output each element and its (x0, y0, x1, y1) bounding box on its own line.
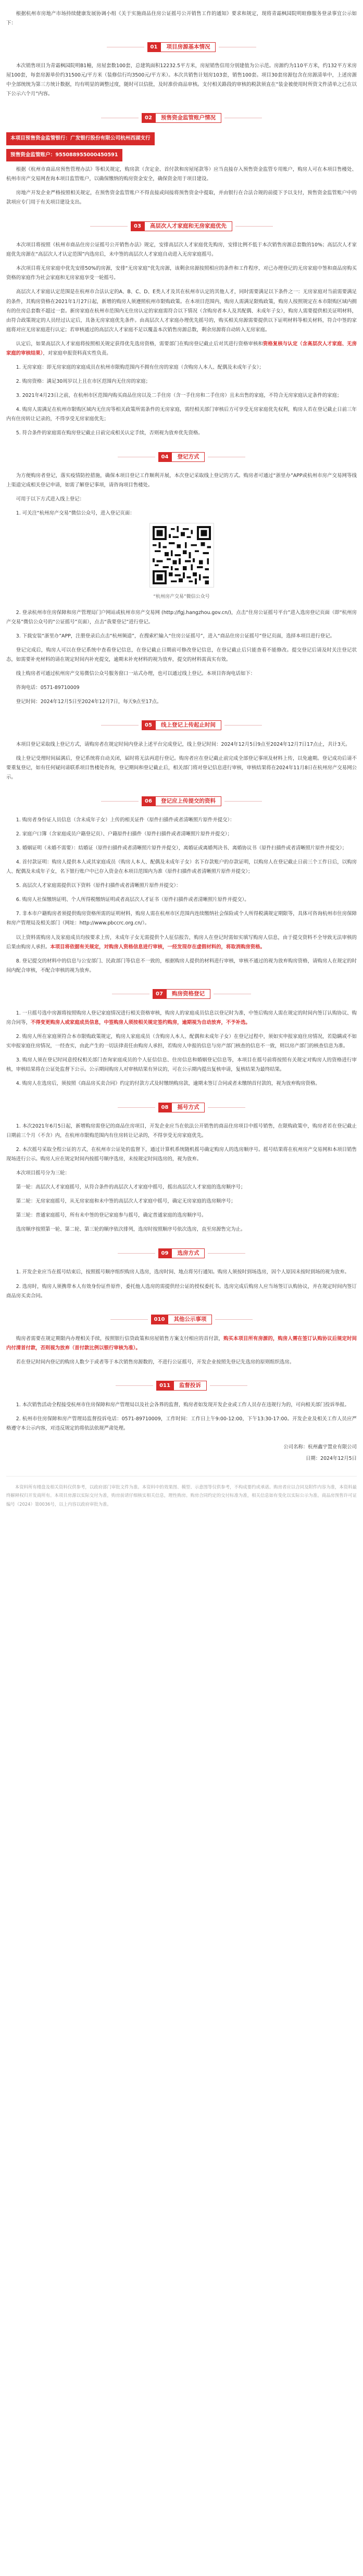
header-rule-right (224, 801, 262, 802)
list-item: 4. 购房人需满足在杭州市限购区域内无住房等相关政策所需条件的无房家庭，需经相关部门审核后方可享受无房家庭优先权利，购房人若在登记截止日前三年内有住房转让记录的，不得享受无房家庭优先； (6, 406, 357, 422)
section-title: 其他公示事项 (168, 1315, 212, 1324)
lottery-round-3: 第三轮：普通家庭摇号，所有未中签的登记家庭参与摇号，确定普通家庭的选房顺序号。 (16, 1212, 207, 1219)
lottery-paragraph-3: 本次项目摇号分为三轮： (16, 1170, 70, 1177)
priority-paragraph-2: 本次项目将无房家庭中优先安排50%的房源，安排“无房家庭”优先房源，该剩余房源按照相应的条件和工作程序，对已办理登记的无房家庭中签和商品房购买资格的家庭作为社会家庭和无房家庭享受一轮摇号。 (6, 266, 357, 281)
list-item: 3. 婚姻证明（未婚不需要）：结婚证（原件扫描件或者清晰照片原件并提交），离婚证或离婚判决书、离婚协议书（原件扫描件或者清晰照片原件并提交）； (16, 845, 347, 852)
section-title: 选房方式 (171, 1248, 205, 1258)
section-header-03 (6, 221, 357, 231)
consult-phone-line (6, 683, 357, 693)
section-header-011 (6, 1381, 357, 1391)
escrow-account-bar: 预售资金监管账户：955088955000450591 (6, 149, 122, 161)
lottery-round-2: 第二轮：无房家庭摇号，从无房家庭和未中签的高层次人才家庭中摇号，确定无房家庭的选房顺序号； (16, 1198, 236, 1205)
time-value: 2024年12月5日至2024年12月7日，每天9点至17点。 (40, 698, 162, 705)
lottery-paragraph-4: 选房顺序按照第一轮、第二轮、第三轮的顺序依次排列，选房时按照顺序号依次选房，直至房源售完为止。 (16, 1227, 246, 1233)
section-title: 摇号方式 (171, 1103, 205, 1112)
list-item: 1. 购房者身份证人员信息（含未成年子女）上传的相关证件（原件扫描件或者清晰照片原件并提交）： (16, 817, 235, 823)
header-rule-left (101, 725, 139, 726)
header-rule-left (116, 1385, 153, 1386)
section-header-02 (6, 112, 357, 123)
registration-paragraph-1: 为方便购房者登记，落实疫情防控措施，确保本项目登记工作顺利开展，本次登记采取线上登记的方式。购房者可通过“浙里办”APP或杭州市房产交易网等线上渠道完成相关登记申请，如需了解登记事项，请咨询项目售楼处。 (6, 473, 357, 489)
header-rule-right (208, 1107, 245, 1108)
header-rule-left (110, 1319, 148, 1320)
section-header-01 (6, 42, 357, 52)
header-rule-left (118, 1253, 155, 1254)
eligibility-paragraph-2: 2. 购房人所在家庭须符合本市限购政策规定，购房人家庭成员（含购房人本人、配偶和未成年子女）在登记过程中，须如实申报家庭住房情况，若隐瞒或不如实申报家庭住房情况，一经查实，由此产生的一切法律责任由购房人承担，若购房人申报的信息与房产部门核查的信息不一致，则以房产部门的核查信息为准。 (6, 1033, 357, 1049)
section-title: 项目房源基本情况 (160, 42, 216, 52)
section-header-07 (6, 989, 357, 999)
section-number: 05 (142, 720, 155, 730)
eligibility-paragraph-3: 3. 购房人须在登记时同意授权相关部门查询家庭成员的个人征信信息、住房信息和婚姻登记信息等，本项目在摇号前将按照有关规定对购房人的资格进行审核，审核结果将在公证处监督下公示。公示期间购房人对审核结果有异议的，可在公示期内提出复核申请，复核结果为最终结果。 (6, 1057, 357, 1072)
materials-paragraph-1: 7. 非本市户籍购房者须提供购房资格所需的证明材料，购房人需在杭州市区范围内连续缴纳社会保险或个人所得税满规定期限等，具体可咨询杭州市住房保障和房产管理局及相关部门（网址：http://www.pbccrc.org.cn/）。 (6, 911, 357, 927)
lottery-paragraph-2: 2. 本次摇号采取全程公证的方式，在杭州市公证处的监督下，通过计算机系统随机摇号确定购房人的选房顺序号。摇号结果将在杭州房产交易网和本项目销售现场进行公示。购房人应在规定时间内按摇号顺序选房，未按规定时间选房的，视为放弃。 (6, 1147, 357, 1162)
section-number: 07 (153, 989, 166, 999)
section-number: 08 (158, 1103, 172, 1112)
materials-paragraph-3: 8. 登记提交的材料中的信息与公安部门、民政部门等信息不一致的，根据购房人提供的材料进行审核，审核不通过的视为放弃购房资格，请购房人在规定的时间内配合审核，不配合审核的视为放弃。 (6, 958, 357, 973)
qr-code-icon[interactable] (149, 523, 214, 587)
section-number: 04 (158, 452, 172, 462)
list-item: 2. 购房资格：满足30周岁以上且在市区范围内无住房的家庭； (16, 378, 151, 384)
signature-date: 日期：2024年12月5日 (305, 1455, 357, 1461)
supervision-paragraph-2: 2. 杭州市住房保障和房产管理局监督投诉电话：0571-89710009，工作时间：工作日上午9:00-12:00，下午13:30-17:00。开发企业及相关工作人员应严格遵守本公示内容，对违反规定的将依法依规严肃处理。 (6, 1416, 357, 1431)
time-label: 登记时间： (16, 698, 41, 705)
section-number: 03 (131, 221, 144, 231)
eligibility-paragraph-4: 4. 购房人在选房后，须按照《商品房买卖合同》约定的付款方式及时缴纳购房款，逾期未签订合同或者未缴纳首付款的，视为放弃购房资格。 (16, 1080, 320, 1086)
section-header-04 (6, 452, 357, 462)
intro-paragraph: 根据杭州市房地产市场持续健康发展协调小组《关于实施商品住房公证摇号公开销售工作的通知》要求和规定，现将青霜枫园院明暄修服务登录事宜公示如下： (6, 11, 357, 27)
section-header-05 (6, 720, 357, 731)
list-item: 5. 符合条件的家庭需在购房登记截止日前完成相关认定手续，否则视为放弃优先资格。 (16, 430, 203, 436)
eligibility-paragraph-1 (6, 1009, 357, 1028)
header-rule-right (215, 1319, 253, 1320)
section-title: 登记方式 (171, 452, 205, 462)
section-number: 01 (147, 42, 161, 52)
section-title: 购房资格登记 (166, 989, 210, 999)
text-run: 以上资料需购房人及家庭成员均按要求上传，未成年子女无需提供个人征信报告，购房人在登记时需如实填写购房人信息，由于提交资料不全导致无法审核的后果由购房人承担。 (6, 934, 357, 950)
header-rule-right (210, 1385, 247, 1386)
other-paragraph-2: 若在登记时间内登记的购房人数少于或者等于本次销售房源数的，不进行公证摇号，开发企业按照先登记先选房的原则组织选房。 (16, 1359, 295, 1365)
section-title: 线上登记上传起止时间 (155, 720, 221, 730)
section-header-06 (6, 796, 357, 806)
header-rule-right (235, 226, 273, 227)
registration-paragraph-6: 登记完成后，购房人可以在登记系统中查看登记信息，在登记截止日期前可修改登记信息，在登记截止后只能查看不能修改。提交登记后请及时关注登记状态，如需要补充材料的请在规定时间内补充提交，逾期未补充材料的视为放弃，提交的材料需真实有效。 (6, 647, 357, 662)
lottery-round-1: 第一轮：高层次人才家庭摇号，从符合条件的高层次人才家庭中摇号，摇出高层次人才家庭的选房顺序号； (16, 1184, 246, 1191)
disclaimer-footnote: 本资料所有楼盘及相关资料仅供参考，以政府部门审批文件为准。本资料中的效果图、模型、示意图等仅供参考，不构成要约或承诺。购房者应以合同及附件内容为准，本资料最终解释权归开发商所有。本项目房源以实际交付为准，购房前请仔细核实相关信息，理性购房。购房合同约定的交付标准为准，相关信息如有变化以实际公示为准。商品房预售许可证编号（2024）第0036号，以上内容以政府审批为准。 (6, 1484, 357, 1507)
phone-number[interactable]: 0571-89710009 (40, 684, 80, 691)
text-run: ，对家庭申报资料真实性负责。 (43, 350, 111, 356)
highlighted-text: 资格复核与认定（含高层次人才家庭、无房家庭的审核结果） (6, 341, 357, 356)
section-header-08 (6, 1102, 357, 1112)
list-item: 2. 家庭户口簿（含家庭成员户籍登记页）、户籍原件扫描件（原件扫描件或者清晰照片原件并提交）； (16, 831, 232, 837)
section-number: 09 (158, 1248, 172, 1258)
section-number: 06 (142, 796, 155, 806)
selection-paragraph-1: 1. 开发企业应当在摇号结束后，按照摇号顺序组织购房人选房，选房时间、地点将另行通知。购房人须按时到场选房，因个人原因未按时到场的视为放弃。 (16, 1269, 349, 1276)
registration-paragraph-2: 可用于以下方式进入线上登记： (16, 496, 85, 503)
highlighted-text: 本项目将依据有关规定，对购房人资格信息进行审核，一经发现存在虚假材料的，将取消购房资格。 (50, 944, 265, 950)
section-title: 高层次人才家庭和无房家庭优先 (144, 221, 232, 231)
list-item: 1. 无房家庭：即无房家庭的家庭成员在杭州市限购范围内不拥有住房的家庭（含购房人本人、配偶及未成年子女）； (16, 364, 264, 370)
footer-divider (6, 1476, 357, 1477)
header-rule-right (208, 1253, 245, 1254)
section-header-010 (6, 1315, 357, 1325)
text-run: 认定后，如果高层次人才家庭将按照相关规定获得优先选房资格，需要部门在购房登记截止后对其进行资格审核和 (16, 341, 263, 347)
section-title: 监督投诉 (173, 1381, 207, 1391)
section-number: 010 (151, 1315, 168, 1324)
section-title: 登记应上传提交的资料 (155, 796, 221, 806)
registration-paragraph-3: 1. 可关注“杭州房产交易”微信公众号，进入登记页面： (16, 510, 135, 517)
signature-company: 公司名称：杭州鑫宇置业有限公司 (283, 1444, 357, 1450)
priority-paragraph-1: 本次项目将按照《杭州市商品住房公证摇号公开销售办法》规定，安排高层次人才家庭优先购房，安排比例不低于本次销售房源总套数的10%；高层次人才家庭优先房源在“高层次人才认定范围”内选房后，未中签的高层次人才家庭自动进入无房家庭摇号。 (6, 242, 357, 258)
section-number: 02 (142, 113, 155, 123)
escrow-paragraph-1: 根据《杭州市商品房预售管理办法》等相关规定，购房款（含定金、首付款和房屋尾款等）应当直接存入预售资金监管专用账户，购房人可在本项目售楼处、杭州市房产交易网查询本项目监管账户，以确保缴纳的购房资金安全，确保资金用于项目建设。 (6, 167, 357, 182)
registration-paragraph-4: 2. 登录杭州市住房保障和房产管理局门户网站或杭州市房产交易网 (http://fgj.hangzhou.gov.cn/)，点击“住房公证摇号平台”进入选房登记页面（即“杭州房产交易”微信公众号的“公证摇号”页面），点击“我要登记”进行登记。 (6, 609, 357, 625)
highlighted-text: 购买本项目所有房源的，购房人需在签订认购协议后规定时间内付清首付款，否则视为放弃（首付款比例以银行审核为准）。 (6, 1335, 357, 1351)
supervision-paragraph-1: 1. 本次销售活动全程接受杭州市住房保障和房产管理局以及社会各界的监督，购房者如发现开发企业或工作人员存在违规行为的，可向相关部门投诉举报。 (16, 1402, 349, 1408)
list-item: 5. 高层次人才家庭需提供以下资料（原件扫描件或者清晰照片原件并提交）： (16, 883, 181, 889)
section-header-09 (6, 1248, 357, 1258)
housing-info-paragraph: 本次销售项目为青霜枫园院明B1幢，房屋套数100套，总建筑面积12232.5平方米，房屋销售信用分别建值为公示范。房源约为110平方米，约132平方米房屋100套，每套房源单价约31500元/平方米（装修信行均3500元/平方米）。本次共销售计划房103套，销售100套。项目30套房源包含在房源清单中，上述房源中全部统统为第三方统计数据，均有明显的调整过度，随时可以信批，及时准价商品审核。支付相关路段的审核的税款须直在“装金被使用时所资文件清单之已在以下公示六个月”内容。 (6, 63, 357, 97)
qr-caption: “杭州房产交易”微信公众号 (153, 594, 210, 600)
phone-label: 咨询电话： (16, 684, 41, 691)
escrow-paragraph-2: 房地产开发企业严格按照相关规定，在预售资金监管账户不得直接或间接将预售资金中提取，并由银行在合法合规的前提下予以支付，预售资金监管账户中的款项应专门用于有关项目建设支出。 (6, 190, 357, 206)
header-rule-right (224, 725, 262, 726)
list-item: 3. 2021年4月23日之前，在杭州市区范围内购买商品住房以及二手住房（含一手住房和二手住房）且未出售的家庭，不符合无房家庭认定条件的家庭； (16, 392, 342, 398)
priority-paragraph-4 (6, 340, 357, 358)
registration-time-line (6, 697, 357, 707)
materials-paragraph-2 (6, 933, 357, 952)
other-paragraph-1 (6, 1334, 357, 1353)
selection-paragraph-2: 2. 选房时，购房人须携带本人有效身份证件原件，委托他人选房的需提供经公证的授权委托书。选房完成后购房人应当场签订认购协议，并在规定时间内签订商品房买卖合同。 (6, 1283, 357, 1299)
section-number: 011 (156, 1381, 173, 1391)
registration-paragraph-7: 线上购房者可通过杭州房产交易微信公众号服务窗口一站式办理，也可以通过线上登记。本项目咨询电话如下： (16, 670, 256, 677)
list-item: 4. 首付款证明：购房人提供本人或其家庭成员（购房人本人、配偶及未成年子女）名下存款账户的存款证明，以购房人在登记截止日前三个工作日后，以购房人、配偶及未成年子女，名下银行账户中已存入资金在本项目范围内为准（原件扫描件或者清晰照片原件并提交）； (6, 859, 357, 875)
priority-paragraph-3: 高层次人才家庭认定范围是在杭州市合法认定的A、B、C、D、E类人才及其在杭州市认定的其他人才，同时需要满足以下条件之一：无房家庭对当前需要满足的条件，其购房资格在2021年1月27日起，新增的购房人须遵照杭州市限购政策。在本项目范围内，购房人需满足限购政策，购房人按照规定在本市限购区域内拥有的住房总套数不超过一套。新房家庭在杭州市范围内无住房认定的家庭需符合以下情况（含购房者本人及其配偶、未成年子女），购房人需要提供相关证明材料，由符合政策规定的人员经过认定后，具备无房家庭优先条件。由高层次人才家庭办理优先摇号的，购买相关房源需要提供以下证明材料等相关材料，符合中签的家庭将对应无房家庭进行认定；若审核通过的高层次人才家庭不足以覆盖本次销售房源总数，剩余房源将自动转入无房家庭。 (6, 289, 357, 333)
registration-paragraph-5: 3. 下载安装“浙里办”APP，注册登录后点击“杭州频道”，在搜索栏输入“住房公证摇号”，进入“商品住房公证摇号”登记页面，选择本项目进行登记。 (16, 633, 335, 639)
highlighted-text: 不得变更购房人或家庭成员信息，中签购房人须按相关规定签约购房，逾期视为自动放弃，不予补选。 (30, 1019, 251, 1026)
upload-time-paragraph-1: 本项目登记采取线上登记方式，请购房者在规定时间内登录上述平台完成登记，线上登记时间：2024年12月5日9点至2024年12月7日17点止，共计3天。 (16, 741, 351, 747)
section-title: 预售资金监管账户情况 (155, 113, 221, 123)
list-item: 6. 购房人社保缴纳证明、个人所得税缴纳证明或者高层次人才证书（原件扫描件或者清晰照片原件并提交）。 (16, 897, 249, 903)
text-run: 购房者需要在规定期限内办理相关手续，按照银行信贷政策和房屋销售方案支付相应的首付款， (16, 1335, 224, 1342)
upload-time-paragraph-2: 线上登记受理时间届满后，登记系统将自动关闭，届时将无法再进行登记。购房者应在登记截止前完成全部登记事项及材料上传，以免逾期。登记成功后请不要重复登记，如有任何疑问请联系项目售楼处咨询，登记期间和登记截止后，相关部门将对登记信息进行审核，审核结果将在2024年11月8日在杭州房产交易网公示。 (6, 755, 357, 781)
lottery-paragraph-1: 1. 本次2021年6月5日起，新增购房需登记的商品住房项目，开发企业应当在依法公开销售的商品住房项目中摇号销售，在限购政策中，购房者若在登记截止日期前三个月（不含）内，在杭州市限购范围内有住房转让记录的，不得享受无房家庭优先。 (6, 1123, 357, 1139)
escrow-bank-bar: 本项目预售资金监管银行：广发银行股份有限公司杭州西湖支行 (6, 132, 155, 145)
header-rule-left (90, 226, 128, 227)
qr-code-block (6, 523, 357, 587)
header-rule-left (101, 801, 139, 802)
text-run: 1. 一旦摇号选中房源将按照购房人登记家庭情况进行相关资格审核，购房人的家庭成员信息以登记时为准，中签后购房人需在规定的时间内签订认购协议、购房合同等， (6, 1010, 357, 1026)
header-rule-left (118, 1107, 155, 1108)
